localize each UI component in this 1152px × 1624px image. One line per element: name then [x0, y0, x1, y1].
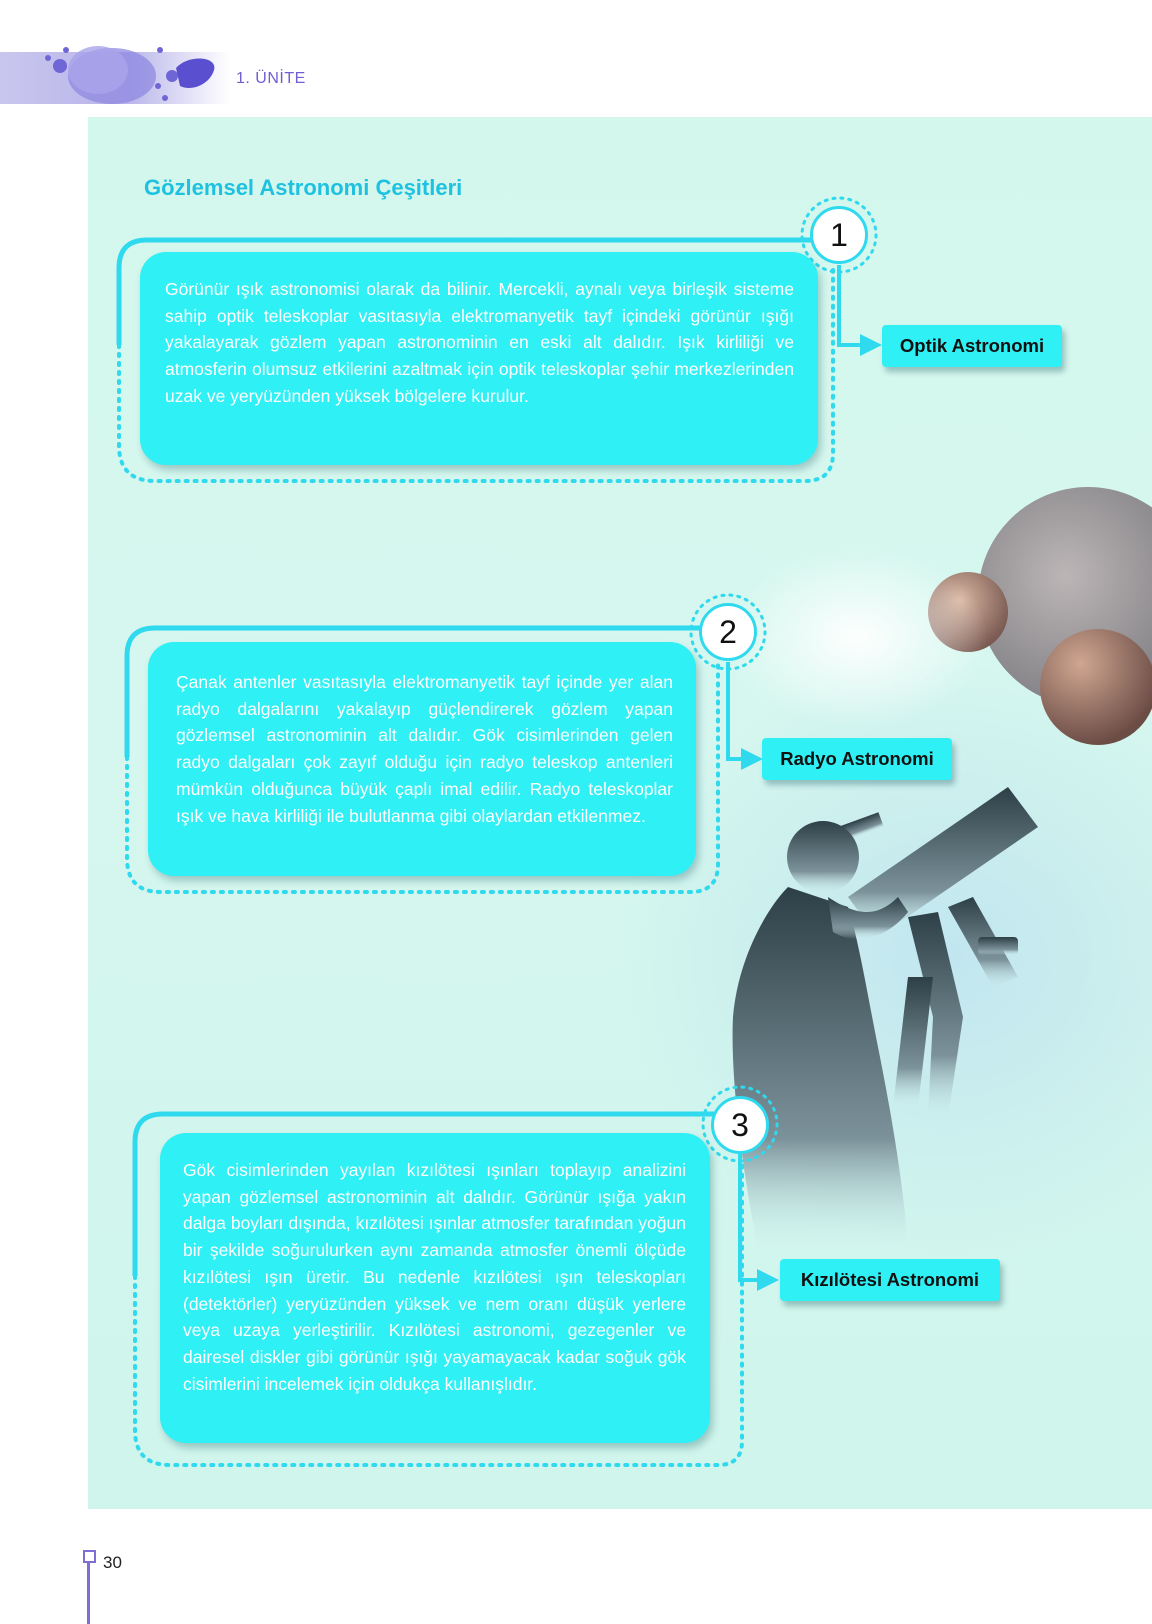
info-card-radyo: [148, 642, 696, 876]
category-label: Kızılötesi Astronomi: [780, 1259, 1000, 1301]
info-card-kizilotesi: [160, 1133, 710, 1443]
info-card-optik: [140, 252, 818, 465]
page-marker-box: [83, 1550, 96, 1563]
section-title: Gözlemsel Astronomi Çeşitleri: [144, 175, 463, 200]
number-badge: 2: [699, 603, 757, 661]
number-badge: 3: [711, 1096, 769, 1154]
number-badge: 1: [810, 206, 868, 264]
card-text: Çanak antenler vasıtasıyla elektromanyetik tayf içinde yer alan radyo dalgalarını yakalayıp güçlendirerek gözlem yapan gözlemsel astronominin alt dalıdır. Gök cisimlerinden gelen radyo dalgaları çok zayıf olduğu için radyo teleskop antenleri mümkün olduğunca büyük çaplı imal edilir. Radyo teleskoplar ışık ve hava kirliliği ile bulutlanma gibi olaylardan etkilenmez.: [176, 672, 673, 826]
card-text: Gök cisimlerinden yayılan kızılötesi ışınları toplayıp analizini yapan gözlemsel astronominin alt dalıdır. Görünür ışığa yakın dalga boyları dışında, kızılötesi ışınlar atmosfer tarafından yoğun bir şekilde soğurulurken aynı zamanda atmosfer önemli ölçüde kızılötesi ışın üretir. Bu nedenle kızılötesi ışın teleskopları (detektörler) yeryüzünden yüksek ve nem oranı düşük yerlere veya uzaya yerleştirilir. Kızılötesi astronomi, gezegenler ve dairesel diskler gibi görünür ışığı yayamayacak kadar soğuk gök cisimlerini incelemek için oldukça kullanışlıdır.: [183, 1160, 686, 1394]
category-label: Radyo Astronomi: [762, 738, 952, 780]
card-text: Görünür ışık astronomisi olarak da bilinir. Mercekli, aynalı veya birleşik sisteme sahip optik teleskoplar vasıtasıyla elektromanyetik tayf içindeki görünür ışığı yakalayarak gözlem yapan astronominin en eski alt dalıdır. Işık kirliliği ve atmosferin olumsuz etkilerini azaltmak için optik teleskoplar şehir merkezlerinden uzak ve yeryüzünden yüksek bölgelere kurulur.: [165, 279, 794, 406]
page-marker-bar: [87, 1560, 90, 1624]
category-label: Optik Astronomi: [882, 325, 1062, 367]
unit-label: 1. ÜNİTE: [236, 70, 306, 87]
page-number: 30: [103, 1553, 122, 1572]
